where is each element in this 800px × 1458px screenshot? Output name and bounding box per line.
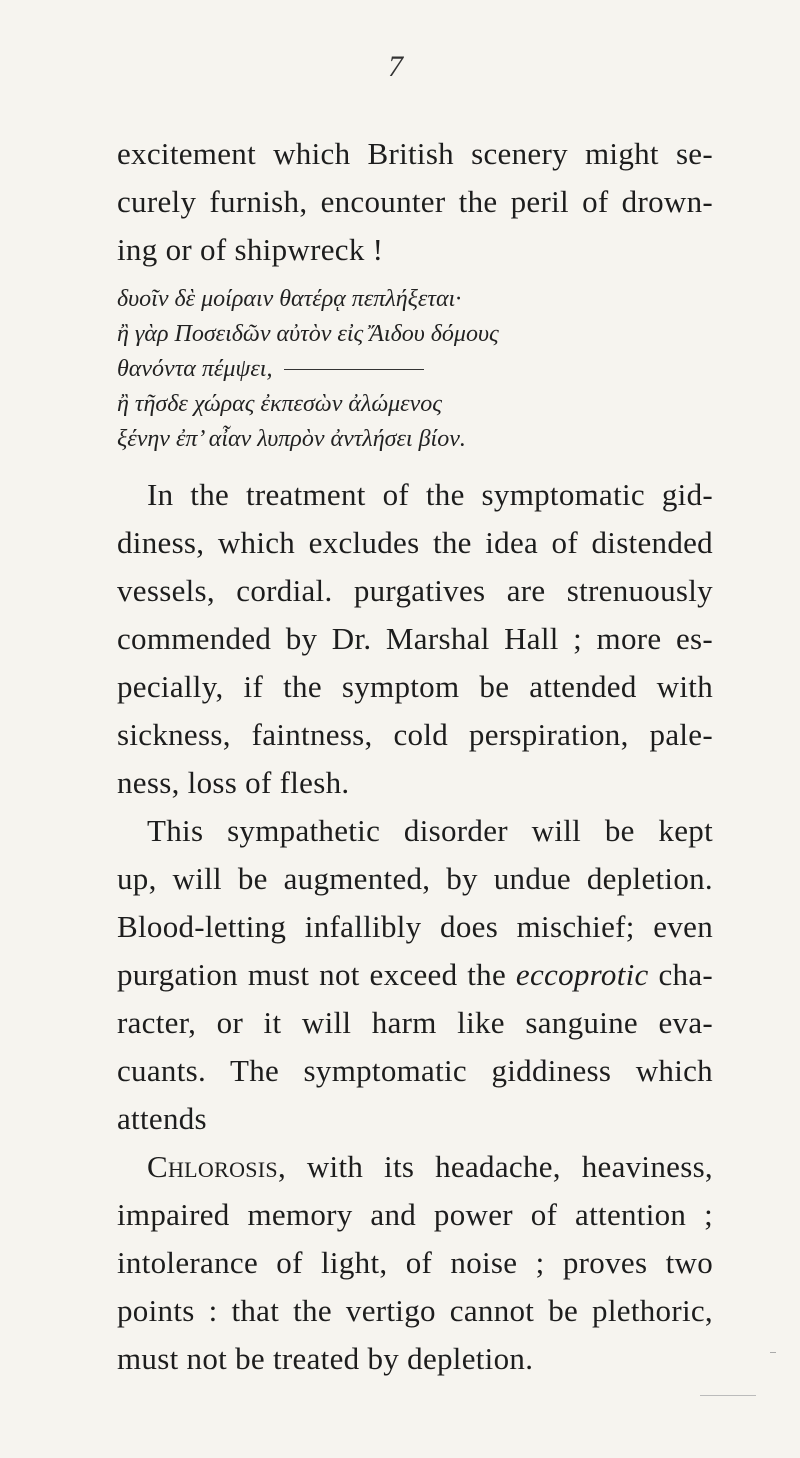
italic-term: eccoprotic: [515, 957, 649, 992]
text-line: diness, which excludes the idea of distended: [117, 525, 713, 560]
smallcaps-term: Chlorosis: [147, 1149, 278, 1184]
bottom-rule-mark: [700, 1395, 756, 1396]
text-line: [117, 951, 713, 999]
text-line: cuants. The symptomatic giddiness which: [117, 1053, 713, 1088]
text-line: commended by Dr. Marshal Hall ; more es-: [117, 621, 713, 656]
margin-mark: [770, 1352, 776, 1353]
text-line: pecially, if the symptom be attended with: [117, 669, 713, 704]
text-line: [117, 1143, 713, 1191]
text-line: sickness, faintness, cold perspiration, pale-: [117, 717, 713, 752]
paragraph-sympathetic-disorder: [117, 807, 713, 1143]
text-line: must not be treated by depletion.: [117, 1341, 534, 1376]
text-line: points : that the vertigo cannot be plethoric,: [117, 1293, 713, 1328]
text-line: In the treatment of the symptomatic gid-: [147, 477, 713, 512]
text-line: racter, or it will harm like sanguine eva-: [117, 1005, 713, 1040]
text-line: attends: [117, 1101, 207, 1136]
verse-break-rule: [284, 369, 424, 370]
paragraph-treatment: [117, 471, 713, 807]
page-number: 7: [388, 50, 403, 83]
text-run: cha-: [648, 957, 714, 992]
verse-text: θανόντα πέμψει,: [117, 356, 273, 382]
verse-text: ἢ τῆσδε χώρας ἐκπεσὼν ἀλώμενος: [117, 391, 443, 417]
text-line: This sympathetic disorder will be kept: [147, 813, 713, 848]
text-line: impaired memory and power of attention ;: [117, 1197, 713, 1232]
text-line: intolerance of light, of noise ; proves two: [117, 1245, 713, 1280]
text-line: ing or of shipwreck !: [117, 232, 384, 267]
text-line: curely furnish, encounter the peril of drown-: [117, 184, 713, 219]
text-line: ness, loss of flesh.: [117, 765, 350, 800]
verse-text: ξένην ἐπ’ αἶαν λυπρὸν ἀντλήσει βίον.: [117, 426, 466, 452]
verse-text: ἢ γὰρ Ποσειδῶν αὐτὸν εἰς Ἄιδου δόμους: [117, 321, 499, 347]
text-run: , with its headache, heaviness,: [277, 1149, 713, 1184]
text-line: vessels, cordial. purgatives are strenuously: [117, 573, 713, 608]
text-line: Blood-letting infallibly does mischief; even: [117, 909, 713, 944]
verse-line: [117, 387, 713, 422]
text-line: up, will be augmented, by undue depletion.: [117, 861, 713, 896]
verse-line: [117, 317, 713, 352]
greek-verse-quotation: [117, 282, 713, 457]
verse-line: [117, 352, 713, 387]
text-block: [117, 130, 713, 1383]
verse-text: δυοῖν δὲ μοίραιν θατέρᾳ πεπλήξεται·: [117, 286, 462, 312]
verse-line: [117, 282, 713, 317]
paragraph-chlorosis: [117, 1143, 713, 1383]
text-run: purgation must not exceed the: [117, 957, 516, 992]
verse-line: [117, 422, 713, 457]
text-line: excitement which British scenery might se-: [117, 136, 713, 171]
